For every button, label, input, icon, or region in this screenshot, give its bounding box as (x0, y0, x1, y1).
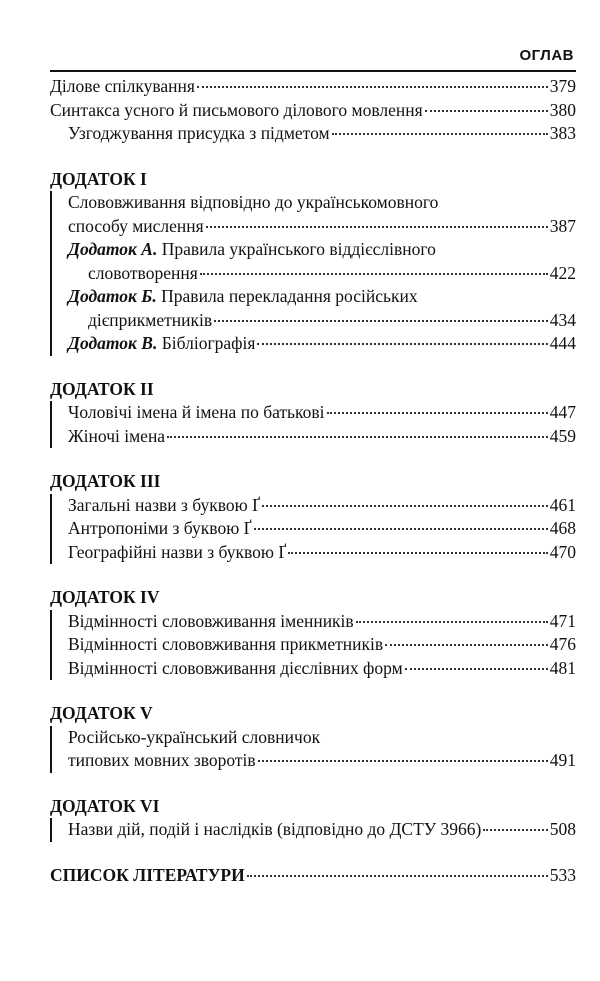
toc-entry-label: Відмінності слововживання іменників (68, 610, 354, 631)
toc-entry-line[interactable] (52, 726, 576, 750)
toc-entry-label (68, 285, 418, 309)
toc-entry-page: 422 (549, 262, 576, 283)
toc-entry[interactable] (52, 262, 576, 286)
toc-entry-page: 434 (549, 309, 576, 330)
appendix-heading[interactable]: ДОДАТОК VI (50, 795, 160, 816)
appendix-heading[interactable]: ДОДАТОК V (50, 703, 153, 723)
toc-entry-line[interactable] (52, 238, 576, 262)
appendix-prefix: Додаток В. (68, 333, 158, 353)
toc-entry-references[interactable] (50, 864, 576, 888)
toc-entry[interactable] (52, 494, 576, 518)
toc-entry[interactable] (52, 425, 576, 449)
appendix-subentries (50, 191, 576, 356)
toc-entry-label: словотворення (88, 262, 198, 283)
toc-entry-page: 444 (549, 333, 576, 353)
toc-entry-page: 383 (549, 123, 576, 143)
appendix-subentries (50, 494, 576, 565)
dot-leader (167, 435, 548, 438)
toc-entry-label: Синтакса усного й письмового ділового мовлення (50, 99, 423, 120)
appendix-subentries (50, 610, 576, 681)
toc-entry-page: 380 (549, 99, 576, 120)
toc-entry-label: Загальні назви з буквою Ґ (68, 494, 260, 515)
toc-entry[interactable] (52, 657, 576, 681)
toc-entry-label: Чоловічі імена й імена по батькові (68, 402, 325, 422)
toc-entry-label: Слововживання відповідно до українськомовного (68, 192, 439, 212)
toc-entry[interactable] (50, 75, 576, 99)
toc-entry-label: типових мовних зворотів (68, 750, 256, 770)
toc-entry[interactable] (52, 332, 576, 356)
section-gap (50, 448, 576, 470)
dot-leader (247, 874, 548, 877)
toc-entry-page: 379 (549, 76, 576, 96)
section-gap (50, 773, 576, 795)
toc-entry[interactable] (50, 99, 576, 123)
dot-leader (425, 109, 548, 112)
dot-leader (214, 319, 548, 322)
toc-entry-page: 476 (549, 634, 576, 654)
toc-entry-page: 471 (549, 610, 576, 631)
dot-leader (262, 504, 548, 507)
toc-entry-label: Географійні назви з буквою Ґ (68, 541, 287, 562)
toc-entry[interactable] (52, 541, 576, 565)
header-rule (50, 70, 576, 72)
appendix-heading[interactable]: ДОДАТОК IV (50, 587, 160, 607)
dot-leader (254, 527, 548, 530)
toc-entry-text: Бібліографія (157, 333, 256, 353)
toc-entry-label: СПИСОК ЛІТЕРАТУРИ (50, 864, 245, 885)
section-gap (50, 356, 576, 378)
table-of-contents (50, 75, 576, 887)
section-gap (50, 564, 576, 586)
toc-entry-label: дієприкметників (88, 309, 213, 330)
dot-leader (258, 759, 548, 762)
dot-leader (200, 272, 548, 275)
section-gap (50, 146, 576, 168)
toc-entry-text: Правила перекладання російських (156, 286, 418, 306)
toc-entry-page: 491 (549, 750, 576, 770)
toc-entry-page: 387 (549, 215, 576, 236)
toc-entry-page: 468 (549, 518, 576, 538)
toc-entry-label: Узгоджування присудка з підметом (68, 123, 330, 143)
toc-entry[interactable] (52, 818, 576, 842)
appendix-heading[interactable]: ДОДАТОК I (50, 168, 147, 189)
toc-entry-page: 508 (549, 819, 576, 839)
toc-entry-label (68, 332, 255, 356)
appendix-heading[interactable]: ДОДАТОК II (50, 378, 154, 399)
section-gap (50, 680, 576, 702)
toc-entry-label: Відмінності слововживання дієслівних форм (68, 657, 403, 678)
toc-entry[interactable] (52, 633, 576, 657)
dot-leader (327, 411, 548, 414)
dot-leader (332, 132, 548, 135)
appendix-prefix: Додаток Б. (68, 286, 157, 306)
dot-leader (288, 551, 548, 554)
appendix-heading[interactable]: ДОДАТОК III (50, 471, 161, 491)
running-head: ОГЛАВ (519, 47, 574, 64)
appendix-prefix: Додаток А. (68, 239, 158, 259)
dot-leader (405, 667, 548, 670)
toc-entry-page: 447 (549, 402, 576, 422)
dot-leader (197, 85, 548, 88)
toc-entry-page: 459 (549, 425, 576, 446)
toc-entry-label (68, 238, 436, 262)
toc-entry-label: Російсько-український словничок (68, 726, 321, 747)
toc-entry-page: 461 (549, 494, 576, 515)
toc-entry-page: 470 (549, 541, 576, 562)
toc-entry-label: способу мислення (68, 215, 204, 236)
section-gap (50, 842, 576, 864)
toc-entry-label: Антропоніми з буквою Ґ (68, 518, 252, 538)
toc-entry[interactable] (52, 517, 576, 541)
dot-leader (206, 225, 548, 228)
toc-entry-text: Правила українського віддієслівного (157, 239, 436, 259)
dot-leader (356, 620, 548, 623)
appendix-subentries (50, 401, 576, 448)
dot-leader (257, 342, 547, 345)
toc-entry-label: Жіночі імена (68, 425, 166, 446)
appendix-subentries (50, 726, 576, 773)
toc-entry[interactable] (52, 215, 576, 239)
dot-leader (483, 828, 547, 831)
toc-entry[interactable] (52, 610, 576, 634)
toc-entry[interactable] (52, 401, 576, 425)
toc-entry-label: Назви дій, подій і наслідків (відповідно до ДСТУ 3966) (68, 819, 482, 839)
toc-entry-page: 481 (549, 657, 576, 678)
dot-leader (385, 643, 548, 646)
toc-entry[interactable] (52, 309, 576, 333)
toc-entry[interactable] (50, 122, 576, 146)
toc-entry-line[interactable] (52, 191, 576, 215)
toc-entry-page: 533 (549, 864, 576, 885)
toc-entry-label: Відмінності слововживання прикметників (68, 634, 384, 654)
toc-entry-label: Ділове спілкування (50, 76, 195, 96)
toc-entry[interactable] (52, 749, 576, 773)
toc-entry-line[interactable] (52, 285, 576, 309)
appendix-subentries (50, 818, 576, 842)
